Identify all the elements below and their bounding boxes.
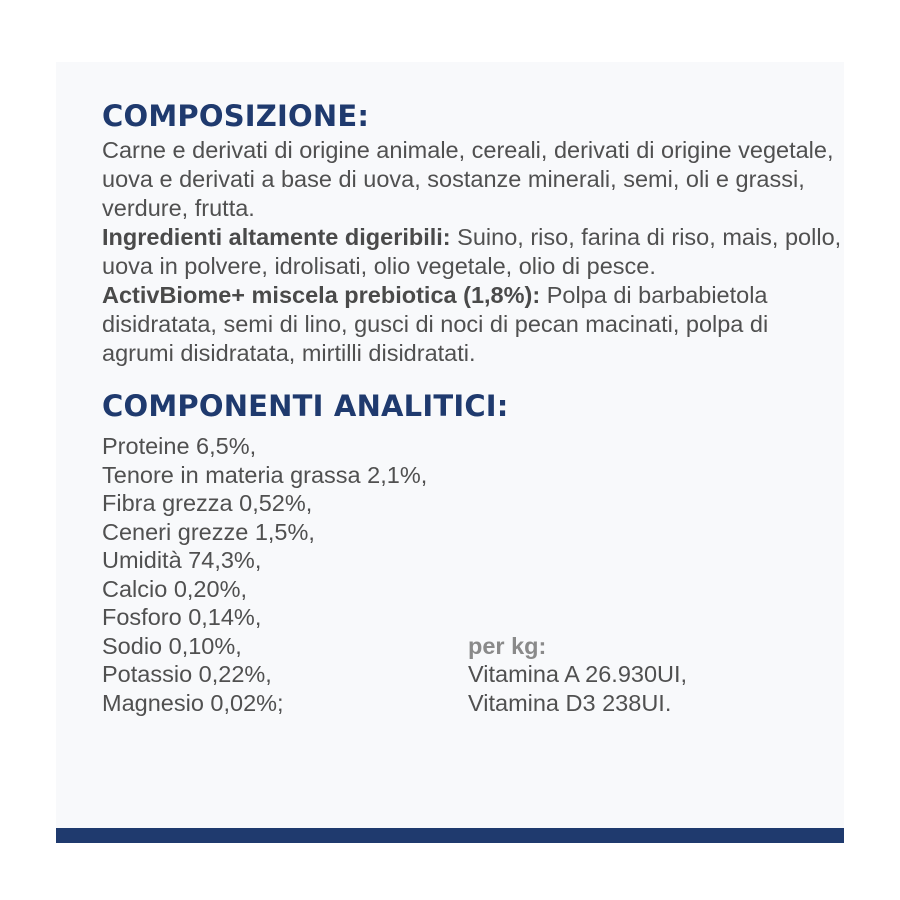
list-item: Calcio 0,20%, [102,575,247,602]
analytic-components [102,432,842,732]
digestible-ingredients [102,223,842,281]
list-item: Umidità 74,3%, [102,547,262,573]
label-content [102,96,842,732]
list-item: Potassio 0,22%, [102,661,272,687]
list-item: Magnesio 0,02%; [102,689,284,716]
list-item: Vitamina D3 238UI. [468,689,672,716]
digestible-text: Suino, riso, farina di riso, mais, pollo, uova in polvere, idrolisati, olio vegetale, olio di pesce. [102,224,842,279]
prebiotic-text: Polpa di barbabietola disidratata, semi di lino, gusci di noci di pecan macinati, polpa di agrumi disidratata, mirtilli disidratati. [102,282,769,366]
list-item: Proteine 6,5%, [102,433,257,459]
footer-bar [56,828,844,843]
per-kg-label: per kg: [468,632,547,659]
list-item: Tenore in materia grassa 2,1%, [102,461,428,488]
vitamin-list [468,660,687,717]
composition-intro: Carne e derivati di origine animale, cereali, derivati di origine vegetale, uova e derivati a base di uova, sostanze minerali, semi, oli e grassi, verdure, frutta. [102,137,834,221]
analytic-heading: COMPONENTI ANALITICI: [102,389,509,423]
digestible-label: Ingredienti altamente digeribili: [102,224,451,250]
prebiotic-label: ActivBiome+ miscela prebiotica (1,8%): [102,282,541,308]
list-item: Vitamina A 26.930UI, [468,661,688,687]
per-kg-block [468,632,687,718]
list-item: Fibra grezza 0,52%, [102,490,313,516]
analytic-list [102,432,427,717]
prebiotic-blend [102,281,842,368]
list-item: Fosforo 0,14%, [102,604,262,630]
list-item: Sodio 0,10%, [102,632,242,659]
composition-heading: COMPOSIZIONE: [102,99,370,133]
list-item: Ceneri grezze 1,5%, [102,518,315,545]
